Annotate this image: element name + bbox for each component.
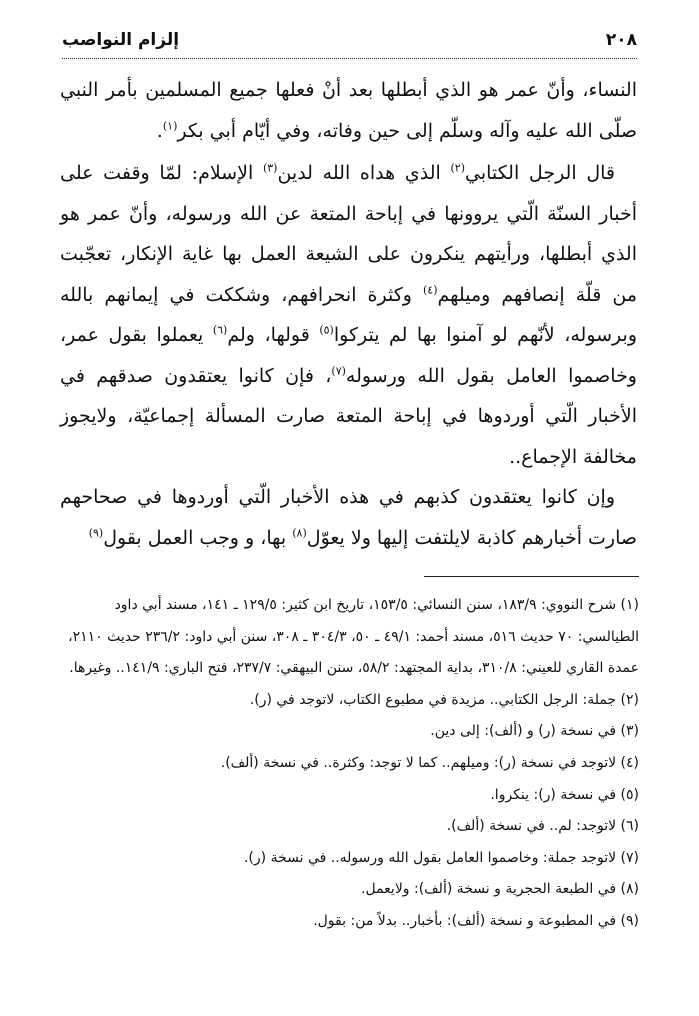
footnote-4: (٤) لاتوجد في نسخة (ر): وميلهم.. كما لا توجد: وكثرة.. في نسخة (ألف). xyxy=(220,754,639,771)
paragraph-text: . xyxy=(156,119,163,142)
paragraph-text: وإن كانوا يعتقدون كذبهم في هذه الأخبار الّتي أوردوها في صحاحهم صارت أخبارهم كاذبة لايلتفت إليها ولا يعوّل xyxy=(60,486,637,549)
footnote-ref-1: (١) xyxy=(162,119,178,133)
footnote-5: (٥) في نسخة (ر): ينكروا. xyxy=(490,786,639,803)
paragraph-text: قال الرجل الكتابي xyxy=(465,162,616,184)
footnotes xyxy=(60,590,639,938)
footnote-ref-4: (٤) xyxy=(423,283,438,297)
paragraph-text: قولها، ولم xyxy=(227,324,320,346)
book-title: إلزام النواصب xyxy=(62,30,180,50)
footnote-ref-6: (٦) xyxy=(212,323,228,337)
footnote-6: (٦) لاتوجد: لم.. في نسخة (ألف). xyxy=(446,818,639,835)
footnote-ref-3: (٣) xyxy=(262,161,278,175)
paragraph-3 xyxy=(60,477,637,558)
footnote-separator xyxy=(424,576,639,577)
page-number: ٢٠٨ xyxy=(605,30,637,50)
footnote-ref-7: (٧) xyxy=(331,364,346,378)
paragraph-text: يعملوا بقول عمر، وخاصموا العامل بقول الله ورسوله xyxy=(60,324,637,387)
footnote-9: (٩) في المطبوعة و نسخة (ألف): بأخبار.. بدلاً من: بقول. xyxy=(313,912,639,929)
paragraph-2 xyxy=(60,153,637,477)
paragraph-1 xyxy=(60,70,637,151)
footnote-ref-5: (٥) xyxy=(319,323,334,337)
footnote-8: (٨) في الطبعة الحجرية و نسخة (ألف): ولايعمل. xyxy=(361,881,639,898)
running-header xyxy=(62,30,637,59)
paragraph-text: ، فإن كانوا يعتقدون صدقهم في الأخبار الّتي أوردوها في إباحة المتعة صارت المسألة إجماعيّة، ولايجوز مخالفة الإجماع.. xyxy=(60,364,637,468)
footnote-1: (١) شرح النووي: ١٨٣/٩، سنن النسائي: ١٥٣/٥، تاريخ ابن كثير: ١٢٩/٥ ـ ١٤١، مسند أبي داود الطيالسي: ٧٠ حديث ٥١٦، مسند أحمد: ٤٩/١ ـ ٥٠، ٣٠٤/٣ ـ ٣٠٨، سنن أبي داود: ٢٣٦/٢ حديث ٢١١٠، عمدة القاري للعيني: ٣١٠/٨، بداية المجتهد: ٥٨/٢، سنن البيهقي: ٢٣٧/٧، فتح الباري: ١٤١/٩.. وغيرها. xyxy=(68,597,639,677)
main-text xyxy=(60,70,637,558)
footnote-2: (٢) جملة: الرجل الكتابي.. مزيدة في مطبوع الكتاب، لاتوجد في (ر). xyxy=(249,691,639,708)
paragraph-text: النساء، وأنّ عمر هو الذي أبطلها بعد أنْ فعلها جميع المسلمين بأمر النبي صلّى الله عليه وآله وسلّم إلى حين وفاته، وفي أيّام أبي بكر xyxy=(60,79,637,142)
paragraph-text: بها، و وجب العمل بقول xyxy=(103,526,293,549)
footnote-3: (٣) في نسخة (ر) و (ألف): إلى دين. xyxy=(430,723,639,740)
paragraph-text: الذي هداه الله لدين xyxy=(277,162,451,184)
paragraph-text: الإسلام: لمّا وقفت على أخبار السنّة الّتي يروونها في إباحة المتعة عن الله ورسوله، وأنّ عمر هو الذي أبطلها، ورأيتهم ينكرون على الشيعة العمل بها غاية الإنكار، تعجّبت من قلّة إنصافهم وميلهم xyxy=(60,162,637,306)
paragraph-text: وكثرة انحرافهم، وشككت في إيمانهم بالله وبرسوله، لأنّهم لو آمنوا بها لم يتركوا xyxy=(60,283,638,346)
footnote-ref-8: (٨) xyxy=(292,526,307,540)
footnote-ref-2: (٢) xyxy=(450,161,466,175)
footnote-ref-9: (٩) xyxy=(88,526,104,540)
footnote-7: (٧) لاتوجد جملة: وخاصموا العامل بقول الله ورسوله.. في نسخة (ر). xyxy=(243,849,639,866)
